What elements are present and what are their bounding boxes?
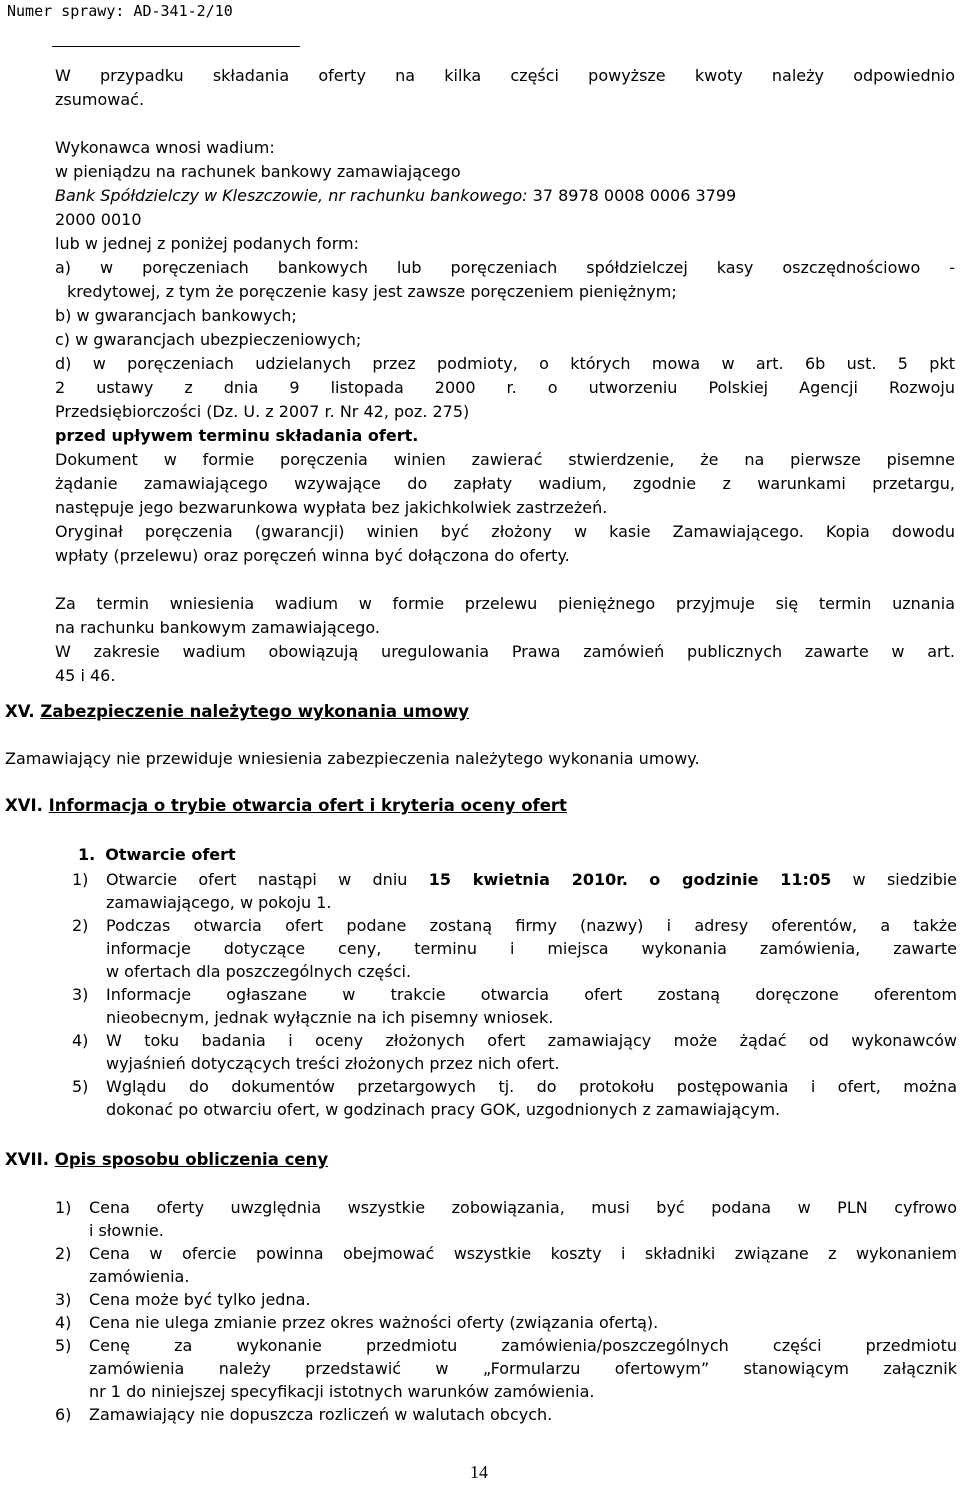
item-line: zamówienia. [89, 1267, 190, 1286]
section-number: XV. [5, 702, 35, 721]
item-line: informacje dotyczące ceny, terminu i miejsca wykonania zamówienia, zawarte [106, 939, 957, 958]
list-item: c) w gwarancjach ubezpieczeniowych; [55, 330, 362, 349]
para-line: lub w jednej z poniżej podanych form: [55, 234, 359, 253]
item-line: dokonać po otwarciu ofert, w godzinach pracy GOK, uzgodnionych z zamawiającym. [106, 1100, 781, 1119]
list-item [72, 914, 957, 983]
para-line: Za termin wniesienia wadium w formie przelewu pieniężnego przyjmuje się termin uznania [55, 594, 955, 613]
item-line: wyjaśnień dotyczących treści złożonych przez nich ofert. [106, 1054, 560, 1073]
item-line [106, 868, 957, 891]
section-title: Informacja o trybie otwarcia ofert i kryteria oceny ofert [48, 796, 567, 815]
para-line: w pieniądzu na rachunek bankowy zamawiającego [55, 162, 461, 181]
list-item [55, 1311, 957, 1334]
list-item [72, 983, 957, 1029]
para-line: W przypadku składania oferty na kilka części powyższe kwoty należy odpowiednio [55, 66, 955, 85]
item-number: 5) [72, 1077, 89, 1096]
para-line: 45 i 46. [55, 666, 116, 685]
para-line: zsumować. [55, 90, 145, 109]
para-line: Dokument w formie poręczenia winien zawierać stwierdzenie, że na pierwsze pisemne [55, 450, 955, 469]
section-title: Zabezpieczenie należytego wykonania umowy [40, 702, 470, 721]
para-line: W zakresie wadium obowiązują uregulowania Prawa zamówień publicznych zawarte w art. [55, 642, 955, 661]
list-item [55, 1288, 957, 1311]
item-line: zamawiającego, w pokoju 1. [106, 893, 332, 912]
item-line: Cena nie ulega zmianie przez okres ważności oferty (związania ofertą). [89, 1313, 659, 1332]
para-line: Wykonawca wnosi wadium: [55, 138, 275, 157]
item-text: Otwarcie ofert nastąpi w dniu [106, 870, 429, 889]
item-number: 2) [72, 916, 89, 935]
item-text [628, 870, 649, 889]
item-line: Cena może być tylko jedna. [89, 1290, 311, 1309]
item-number: 2) [55, 1244, 72, 1263]
item-line: Wglądu do dokumentów przetargowych tj. do protokołu postępowania i ofert, można [106, 1077, 957, 1096]
list-item: d) w poręczeniach udzielanych przez podmioty, o których mowa w art. 6b ust. 5 pkt [55, 354, 955, 373]
item-number: 4) [72, 1031, 89, 1050]
item-text: w siedzibie [831, 870, 958, 889]
list-item [55, 1196, 957, 1242]
section-heading-xvi [5, 796, 567, 815]
list-item: kredytowej, z tym że poręczenie kasy jest zawsze poręczeniem pieniężnym; [67, 282, 677, 301]
para-line: następuje jego bezwarunkowa wypłata bez jakichkolwiek zastrzeżeń. [55, 498, 608, 517]
item-line: Cenę za wykonanie przedmiotu zamówienia/poszczególnych części przedmiotu [89, 1336, 957, 1355]
item-number: 1) [55, 1198, 72, 1217]
list-item [55, 1334, 957, 1403]
subsection-number: 1. [78, 845, 96, 864]
item-line: nieobecnym, jednak wyłącznie na ich pisemny wniosek. [106, 1008, 554, 1027]
item-line: Cena oferty uwzględnia wszystkie zobowiązania, musi być podana w PLN cyfrowo [89, 1198, 957, 1217]
section-heading-xvii [5, 1150, 328, 1169]
opening-time: o godzinie 11:05 [649, 870, 832, 889]
subsection-heading [78, 845, 236, 864]
list-item [55, 1403, 957, 1426]
list-item: 2 ustawy z dnia 9 listopada 2000 r. o utworzeniu Polskiej Agencji Rozwoju [55, 378, 955, 397]
section-text: Zamawiający nie przewiduje wniesienia zabezpieczenia należytego wykonania umowy. [5, 749, 700, 768]
price-list [55, 1196, 957, 1426]
bank-name: Bank Spółdzielczy w Kleszczowie, nr rachunku bankowego: [55, 186, 528, 205]
item-line: nr 1 do niniejszej specyfikacji istotnych warunków zamówienia. [89, 1382, 595, 1401]
para-line: 2000 0010 [55, 210, 142, 229]
para-line: wpłaty (przelewu) oraz poręczeń winna być dołączona do oferty. [55, 546, 570, 565]
list-item [72, 1029, 957, 1075]
subsection-title: Otwarcie ofert [105, 845, 236, 864]
para-line: na rachunku bankowym zamawiającego. [55, 618, 381, 637]
opening-date: 15 kwietnia 2010r. [428, 870, 628, 889]
list-item [55, 1242, 957, 1288]
item-number: 4) [55, 1313, 72, 1332]
item-number: 1) [72, 870, 89, 889]
item-number: 6) [55, 1405, 72, 1424]
item-line: Informacje ogłaszane w trakcie otwarcia ofert zostaną doręczone oferentom [106, 985, 957, 1004]
page-number: 14 [470, 1462, 488, 1482]
item-line: i słownie. [89, 1221, 164, 1240]
item-number: 5) [55, 1336, 72, 1355]
section-number: XVI. [5, 796, 43, 815]
item-line: zamówienia należy przedstawić w „Formularzu ofertowym” stanowiącym załącznik [89, 1359, 957, 1378]
list-item: a) w poręczeniach bankowych lub poręczeniach spółdzielczej kasy oszczędnościowo - [55, 258, 955, 277]
item-line: Podczas otwarcia ofert podane zostaną firmy (nazwy) i adresy oferentów, a także [106, 916, 957, 935]
list-item: b) w gwarancjach bankowych; [55, 306, 297, 325]
para-line: Oryginał poręczenia (gwarancji) winien być złożony w kasie Zamawiającego. Kopia dowodu [55, 522, 955, 541]
list-item [72, 1075, 957, 1121]
list-item: Przedsiębiorczości (Dz. U. z 2007 r. Nr 42, poz. 275) [55, 402, 470, 421]
deadline-text: przed upływem terminu składania ofert. [55, 426, 419, 445]
case-number-header: Numer sprawy: AD-341-2/10 [7, 2, 233, 20]
section-heading-xv [5, 702, 469, 721]
list-item [72, 868, 957, 914]
wadium-section [55, 64, 955, 688]
item-line: Cena w ofercie powinna obejmować wszystkie koszty i składniki związane z wykonaniem [89, 1244, 957, 1263]
section-number: XVII. [5, 1150, 50, 1169]
account-number: 37 8978 0008 0006 3799 [527, 186, 737, 205]
item-line: Zamawiający nie dopuszcza rozliczeń w walutach obcych. [89, 1405, 553, 1424]
para-line: żądanie zamawiającego wzywające do zapłaty wadium, zgodnie z warunkami przetargu, [55, 474, 955, 493]
item-line: W toku badania i oceny złożonych ofert zamawiający może żądać od wykonawców [106, 1031, 957, 1050]
header-rule [52, 46, 300, 47]
para-line [55, 184, 955, 208]
opening-list [72, 868, 957, 1121]
item-line: w ofertach dla poszczególnych części. [106, 962, 412, 981]
item-number: 3) [72, 985, 89, 1004]
section-title: Opis sposobu obliczenia ceny [54, 1150, 329, 1169]
item-number: 3) [55, 1290, 72, 1309]
